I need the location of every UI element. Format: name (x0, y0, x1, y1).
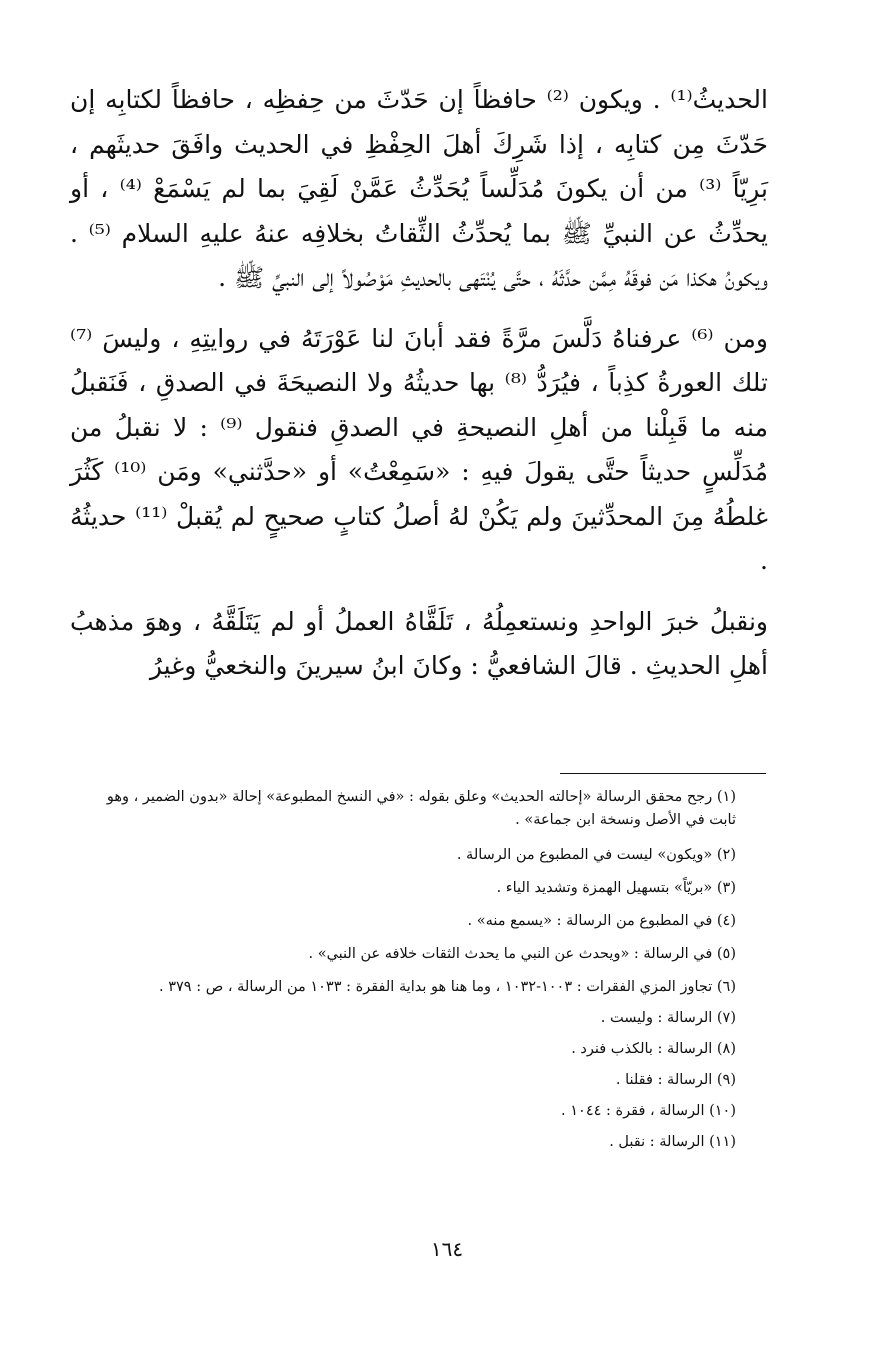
footnote-1: (١) رجح محقق الرسالة «إحالته الحديث» وعلق بقوله : «في النسخ المطبوعة» إحالة «بدون الضمير ، وهو ثابت في الأصل ونسخة ابن جماعة» . (106, 789, 736, 828)
footnote-2: (٢) «ويكون» ليست في المطبوع من الرسالة . (456, 847, 736, 863)
footnote-8: (٨) الرسالة : بالكذب فنرد . (571, 1041, 736, 1057)
footnote-3: (٣) «بريّاً» بتسهيل الهمزة وتشديد الياء . (496, 880, 736, 896)
footnote-5: (٥) في الرسالة : «ويحدث عن النبي ما يحدث الثقات خلافه عن النبي» . (308, 946, 736, 962)
footnote-11: (١١) الرسالة : نقبل . (609, 1134, 736, 1150)
footnote-9: (٩) الرسالة : فقلنا . (615, 1072, 736, 1088)
footnote-4: (٤) في المطبوع من الرسالة : «يسمع منه» . (467, 913, 736, 929)
footnote-separator (560, 773, 766, 774)
page-number: ١٦٤ (430, 1237, 464, 1261)
main-text (70, 78, 768, 689)
footnote-7: (٧) الرسالة : وليست . (600, 1010, 736, 1026)
body-paragraph-3: ونقبلُ خبرَ الواحدِ ونستعمِلُهُ ، تَلَقَّاهُ العملُ أو لم يَتَلَقَّهُ ، وهوَ مذهبُ أهلِ الحديثِ . قالَ الشافعيُّ : وكانَ ابنُ سيرينَ والنخعيُّ وغيرُ (70, 606, 768, 680)
footnote-6: (٦) تجاوز المزي الفقرات : ١٠٠٣-١٠٣٢ ، وما هنا هو بداية الفقرة : ١٠٣٣ من الرسالة ، ص : ٣٧٩ . (159, 979, 736, 995)
body-paragraph-1: الحديثُ⁽¹⁾ . ويكون ⁽²⁾ حافظاً إن حَدّثَ من حِفظِه ، حافظاً لكتابِه إن حَدّثَ مِن كتابِه ، إذا شَرِكَ أهلَ الحِفْظِ في الحديث وافَقَ حديثَهم ، بَرِيّاً ⁽³⁾ من أن يكونَ مُدَلِّساً يُحَدِّثُ عَمَّنْ لَقِيَ بما لم يَسْمَعْ ⁽⁴⁾ ، أو يحدِّثُ عن النبيِّ ﷺ بما يُحدِّثُ الثِّقاتُ بخلافِه عنهُ عليهِ السلام ⁽⁵⁾ . ويكونُ هكذا مَن فوقَهُ مِمَّن حدَّثَهُ ، حتَّى يُنْتَهى بالحديثِ مَوْصُولاً إلى النبيِّ ﷺ . (70, 85, 769, 292)
footnotes (76, 786, 766, 1162)
body-paragraph-2: ومن ⁽⁶⁾ عرفناهُ دَلَّسَ مرَّةً فقد أبانَ لنا عَوْرَتَهُ في روايتِهِ ، وليسَ ⁽⁷⁾ تلك العورةُ كذِباً ، فيُرَدُّ ⁽⁸⁾ بها حديثُهُ ولا النصيحَةَ في الصدقِ ، فَنَقبلُ منه ما قَبِلْنا من أهلِ النصيحةِ في الصدقِ فنقول ⁽⁹⁾ : لا نقبلُ من مُدَلِّسٍ حديثاً حتَّى يقولَ فيهِ : «سَمِعْتُ» أو «حدَّثني» ومَن ⁽¹⁰⁾ كَثُرَ غلطُهُ مِنَ المحدِّثينَ ولم يَكُنْ لهُ أصلُ كتابٍ صحيحٍ لم يُقبلْ ⁽¹¹⁾ حديثُهُ . (70, 323, 768, 575)
footnote-10: (١٠) الرسالة ، فقرة : ١٠٤٤ . (561, 1103, 736, 1119)
